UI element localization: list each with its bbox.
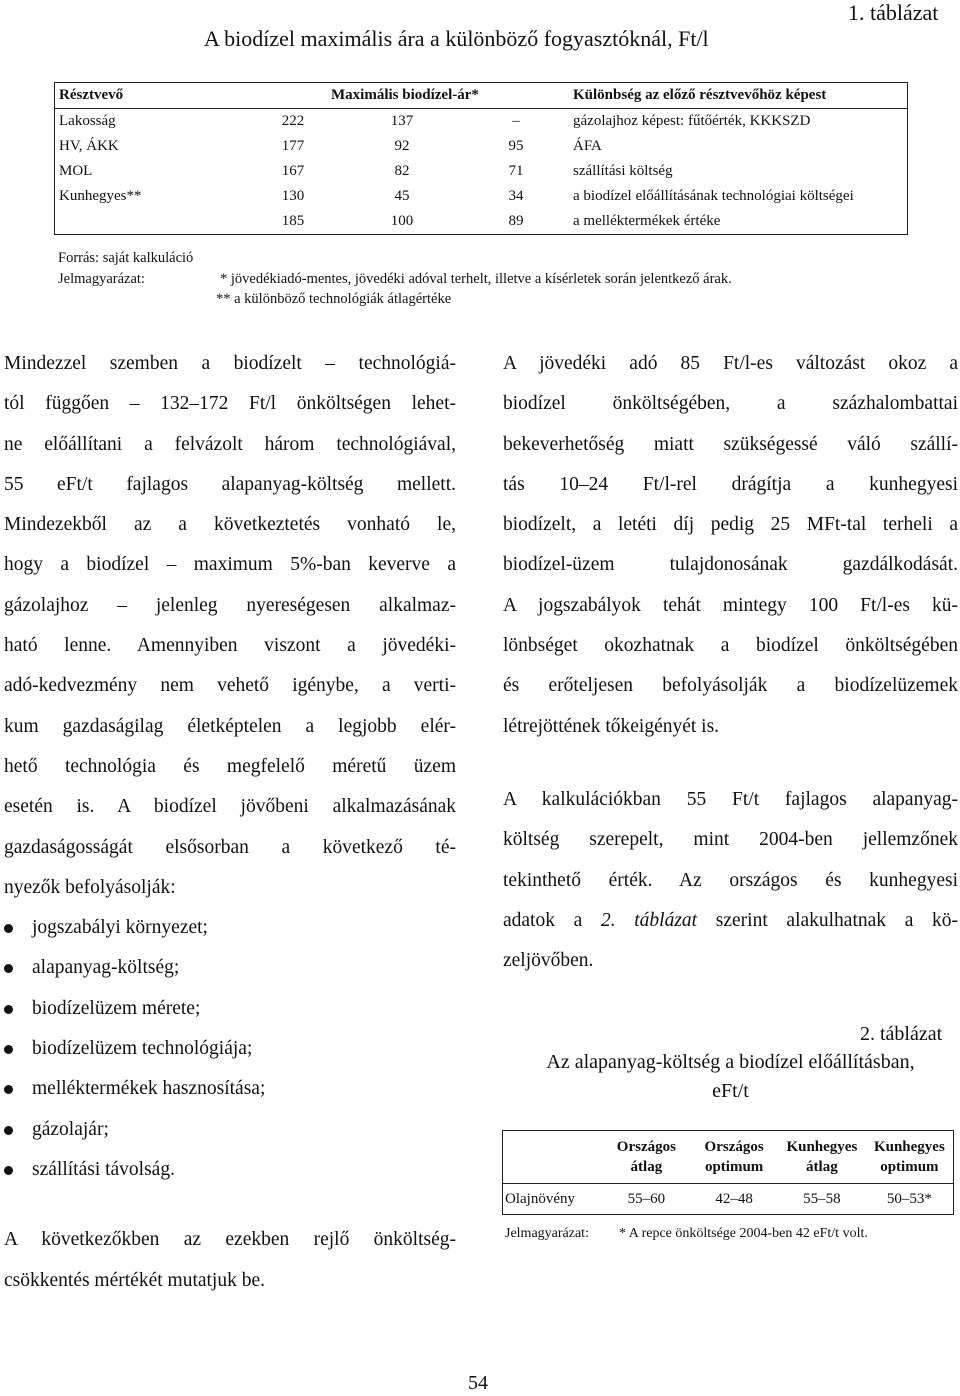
text-line: ható lenne. Amennyiben viszont a jövedéki- <box>4 635 456 657</box>
left-column <box>4 344 456 1301</box>
table1-legend-1: * jövedékiadó-mentes, jövedéki adóval terhelt, illetve a kísérletek során jelentkező árak. <box>220 271 732 287</box>
text-line: A jogszabályok tehát mintegy 100 Ft/l-es kü- <box>503 594 958 616</box>
table-row <box>55 109 908 135</box>
table1-header-row <box>55 83 908 109</box>
row-value: 42–48 <box>715 1190 753 1207</box>
table2-title: Az alapanyag-költség a biodízel előállításban, eFt/t <box>546 1051 915 1102</box>
row-value: 177 <box>281 138 305 154</box>
column-header: Kunhegyes optimum <box>866 1131 954 1184</box>
list-item: alapanyag-költség; <box>4 948 456 988</box>
page-number: 54 <box>468 1372 488 1394</box>
row-value: 82 <box>394 163 410 179</box>
text-line: A következőkben az ezekben rejlő önköltség- <box>4 1229 456 1251</box>
row-name: Kunhegyes** <box>59 188 142 204</box>
bullet-icon <box>4 964 13 973</box>
row-name <box>55 209 260 235</box>
text-line: Mindezekből az a következtetés vonható le, <box>4 514 456 536</box>
row-name: Olajnövény <box>505 1190 575 1207</box>
table1-source: Forrás: saját kalkuláció <box>58 250 194 266</box>
row-desc: ÁFA <box>573 138 602 154</box>
table1-number: 1. táblázat <box>848 0 939 25</box>
table2-legend-label: Jelmagyarázat: <box>505 1226 589 1241</box>
row-name: HV, ÁKK <box>59 138 119 154</box>
text-line: hető technológia és megfelelő méretű üzem <box>4 755 456 777</box>
bullet-icon <box>4 1045 13 1054</box>
column-header: Országos optimum <box>690 1131 778 1184</box>
row-value: 167 <box>281 163 305 179</box>
table-row <box>55 209 908 235</box>
row-value: 55–58 <box>803 1190 841 1207</box>
table1-title: A biodízel maximális ára a különböző fogyasztóknál, Ft/l <box>204 26 709 51</box>
text-line: 55 eFt/t fajlagos alapanyag-költség mellett. <box>4 473 456 495</box>
bullet-icon <box>4 1005 13 1014</box>
row-value: 89 <box>508 213 524 229</box>
row-desc: a melléktermékek értéke <box>573 213 721 229</box>
text-line: zeljövőben. <box>503 950 594 972</box>
text-line: biodízel önköltségében, a százhalombattai <box>503 393 958 415</box>
row-name: MOL <box>59 163 93 179</box>
table2-number: 2. táblázat <box>860 1023 943 1045</box>
bullet-icon <box>4 1085 13 1094</box>
text-line: lönbséget okozhatnak a biodízel önköltségében <box>503 635 958 657</box>
text-line: adatok a 2. táblázat szerint alakulhatnak a kö- <box>503 909 959 931</box>
right-column <box>503 344 958 981</box>
row-value: 222 <box>281 113 305 129</box>
table2 <box>502 1130 954 1215</box>
table-row <box>55 184 908 209</box>
row-value: 50–53* <box>886 1190 932 1207</box>
text-line: esetén is. A biodízel jövőbeni alkalmazásának <box>4 796 456 818</box>
row-value: 137 <box>390 113 414 129</box>
text-line: Mindezzel szemben a biodízelt – technológiá- <box>4 353 456 374</box>
text-line: nyezők befolyásolják: <box>4 876 176 898</box>
table-reference: 2. táblázat <box>600 909 698 931</box>
list-item: szállítási távolság. <box>4 1150 456 1190</box>
row-value: 34 <box>508 188 524 204</box>
table-row <box>503 1184 954 1215</box>
header-difference: Különbség az előző résztvevőhöz képest <box>555 83 908 109</box>
text-line: bekeverhetőség miatt szükségessé váló szállí- <box>503 433 958 455</box>
table-row <box>55 134 908 159</box>
header-max-price: Maximális biodízel-ár* <box>327 83 477 109</box>
text-line: csökkentés mértékét mutatjuk be. <box>4 1269 266 1291</box>
text-line: és erőteljesen befolyásolják a biodízelüzemek <box>503 675 958 697</box>
table-row <box>55 159 908 184</box>
list-item: gázolajár; <box>4 1110 456 1150</box>
row-value: 92 <box>394 138 410 154</box>
list-item: biodízelüzem mérete; <box>4 989 456 1029</box>
list-item: biodízelüzem technológiája; <box>4 1029 456 1069</box>
text-line: A jövedéki adó 85 Ft/l-es változást okoz a <box>503 353 958 374</box>
text-line: tól függően – 132–172 Ft/l önköltségen lehet- <box>4 393 456 415</box>
text-line: tekinthető érték. Az országos és kunhegyesi <box>503 869 958 891</box>
column-header: Országos átlag <box>603 1131 691 1184</box>
header-participant: Résztvevő <box>55 83 260 109</box>
text-line: A kalkulációkban 55 Ft/t fajlagos alapanyag- <box>503 788 958 810</box>
table1-legend-label: Jelmagyarázat: <box>58 271 145 287</box>
table2-legend: * A repce önköltsége 2004-ben 42 eFt/t volt. <box>619 1226 868 1241</box>
row-name: Lakosság <box>59 113 116 129</box>
list-item: jogszabályi környezet; <box>4 908 456 948</box>
row-desc: gázolajhoz képest: fűtőérték, KKKSZD <box>573 113 811 129</box>
text-line: költség szerepelt, mint 2004-ben jellemzőnek <box>503 829 958 851</box>
text-line: kum gazdaságilag életképtelen a legjobb elér- <box>4 715 456 737</box>
row-value: 100 <box>390 213 414 229</box>
row-desc: a biodízel előállításának technológiai költségei <box>573 188 854 204</box>
text-line: ne előállítani a felvázolt három technológiával, <box>4 433 456 455</box>
text-line: gázolajhoz – jelenleg nyereségesen alkalmaz- <box>4 594 456 616</box>
text-line: biodízelt, a letéti díj pedig 25 MFt-tal terheli a <box>503 514 958 536</box>
table1 <box>54 82 908 235</box>
text-line: biodízel-üzem tulajdonosának gazdálkodását. <box>503 554 958 576</box>
table1-legend-2: ** a különböző technológiák átlagértéke <box>216 291 452 307</box>
text-line: adó-kedvezmény nem vehető igénybe, a verti- <box>4 675 456 697</box>
text-line: gazdaságosságát elsősorban a következő té- <box>4 836 456 858</box>
list-item: melléktermékek hasznosítása; <box>4 1069 456 1109</box>
row-value: 45 <box>394 188 410 204</box>
row-value: 71 <box>508 163 524 179</box>
bullet-icon <box>4 1126 13 1135</box>
text-line: tás 10–24 Ft/l-rel drágítja a kunhegyesi <box>503 473 958 495</box>
table2-header-row <box>503 1131 954 1184</box>
row-value: – <box>512 113 520 129</box>
row-value: 130 <box>281 188 305 204</box>
row-value: 185 <box>281 213 305 229</box>
row-value: 55–60 <box>627 1190 666 1207</box>
column-header: Kunhegyes átlag <box>778 1131 866 1184</box>
text-line: hogy a biodízel – maximum 5%-ban keverve a <box>4 554 456 576</box>
text-line: létrejöttének tőkeigényét is. <box>503 715 720 737</box>
bullet-icon <box>4 1166 13 1175</box>
row-desc: szállítási költség <box>573 163 673 179</box>
factor-list <box>4 908 456 1190</box>
row-value: 95 <box>508 138 524 154</box>
bullet-icon <box>4 924 13 933</box>
